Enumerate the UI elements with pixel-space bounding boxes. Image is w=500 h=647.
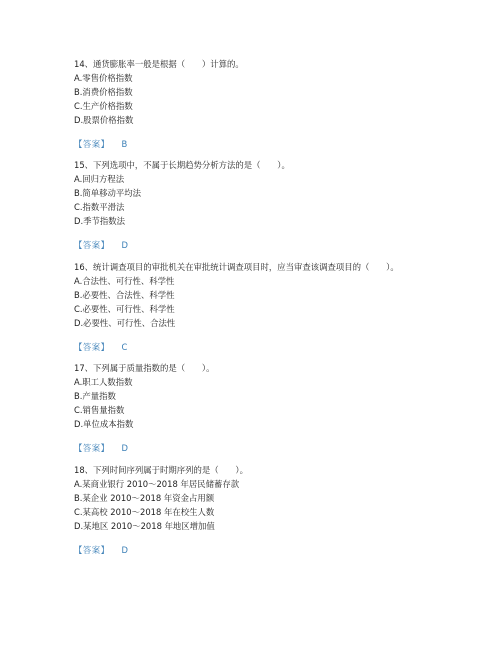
question-15 bbox=[74, 158, 454, 252]
option-d: D.股票价格指数 bbox=[74, 115, 134, 125]
question-stem: 14、通货膨胀率一般是根据（ ）计算的。 bbox=[74, 59, 244, 69]
option-c: C.生产价格指数 bbox=[74, 101, 133, 111]
answer-value: C bbox=[121, 342, 128, 352]
option-a: A.某商业银行 2010～2018 年居民储蓄存款 bbox=[74, 479, 240, 489]
option-d: D.某地区 2010～2018 年地区增加值 bbox=[74, 521, 215, 531]
option-c: C.指数平滑法 bbox=[74, 202, 125, 212]
option-b: B.某企业 2010～2018 年资金占用额 bbox=[74, 493, 215, 503]
answer-value: D bbox=[121, 443, 128, 453]
option-d: D.必要性、可行性、合法性 bbox=[74, 318, 176, 328]
answer-line bbox=[74, 340, 454, 354]
answer-line bbox=[74, 543, 454, 557]
option-d: D.单位成本指数 bbox=[74, 419, 134, 429]
answer-label: 【答案】 bbox=[74, 545, 110, 555]
question-stem: 15、下列选项中，不属于长期趋势分析方法的是（ ）。 bbox=[74, 160, 290, 170]
answer-line bbox=[74, 238, 454, 252]
option-b: B.必要性、合法性、科学性 bbox=[74, 290, 175, 300]
option-a: A.职工人数指数 bbox=[74, 377, 133, 387]
answer-label: 【答案】 bbox=[74, 139, 110, 149]
question-18 bbox=[74, 463, 454, 557]
option-a: A.零售价格指数 bbox=[74, 73, 133, 83]
question-17 bbox=[74, 361, 454, 455]
option-c: C.必要性、可行性、科学性 bbox=[74, 304, 175, 314]
option-c: C.某高校 2010～2018 年在校生人数 bbox=[74, 507, 215, 517]
answer-label: 【答案】 bbox=[74, 443, 110, 453]
question-16 bbox=[74, 260, 454, 354]
question-14 bbox=[74, 57, 454, 151]
option-b: B.消费价格指数 bbox=[74, 87, 133, 97]
answer-value: B bbox=[121, 139, 128, 149]
option-c: C.销售量指数 bbox=[74, 405, 125, 415]
answer-label: 【答案】 bbox=[74, 240, 110, 250]
option-b: B.简单移动平均法 bbox=[74, 188, 142, 198]
question-stem: 17、下列属于质量指数的是（ ）。 bbox=[74, 363, 215, 373]
question-stem: 18、下列时间序列属于时期序列的是（ ）。 bbox=[74, 465, 248, 475]
answer-value: D bbox=[121, 545, 128, 555]
option-b: B.产量指数 bbox=[74, 391, 116, 401]
answer-value: D bbox=[121, 240, 128, 250]
answer-label: 【答案】 bbox=[74, 342, 110, 352]
answer-line bbox=[74, 137, 454, 151]
option-d: D.季节指数法 bbox=[74, 216, 125, 226]
option-a: A.回归方程法 bbox=[74, 174, 125, 184]
answer-line bbox=[74, 441, 454, 455]
question-stem: 16、统计调查项目的审批机关在审批统计调查项目时，应当审查该调查项目的（ ）。 bbox=[74, 262, 399, 272]
option-a: A.合法性、可行性、科学性 bbox=[74, 276, 175, 286]
